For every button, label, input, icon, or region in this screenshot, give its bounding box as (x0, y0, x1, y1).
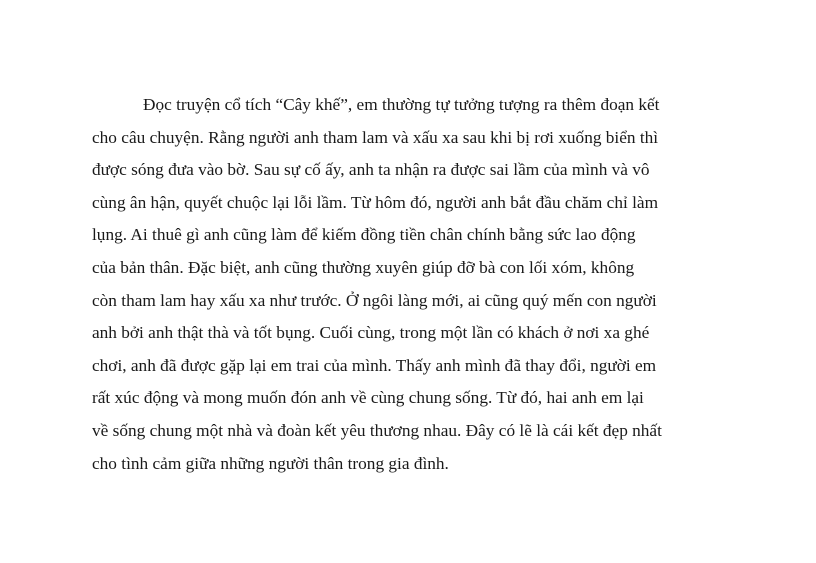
paragraph-line: lụng. Ai thuê gì anh cũng làm để kiếm đồng tiền chân chính bằng sức lao động (92, 225, 636, 245)
paragraph-line: được sóng đưa vào bờ. Sau sự cố ấy, anh ta nhận ra được sai lầm của mình và vô (92, 160, 650, 180)
paragraph-line: còn tham lam hay xấu xa như trước. Ở ngôi làng mới, ai cũng quý mến con người (92, 290, 657, 310)
paragraph-line: chơi, anh đã được gặp lại em trai của mình. Thấy anh mình đã thay đổi, người em (92, 355, 657, 375)
paragraph-line: về sống chung một nhà và đoàn kết yêu thương nhau. Đây có lẽ là cái kết đẹp nhất (92, 420, 662, 440)
paragraph-line: cho tình cảm giữa những người thân trong gia đình. (92, 453, 449, 473)
paragraph-line: cùng ân hận, quyết chuộc lại lỗi lầm. Từ hôm đó, người anh bắt đầu chăm chỉ làm (92, 192, 659, 212)
paragraph-line: cho câu chuyện. Rằng người anh tham lam và xấu xa sau khi bị rơi xuống biển thì (92, 127, 659, 147)
paragraph-line: anh bởi anh thật thà và tốt bụng. Cuối cùng, trong một lần có khách ở nơi xa ghé (92, 323, 650, 343)
paragraph-line: rất xúc động và mong muốn đón anh về cùng chung sống. Từ đó, hai anh em lại (92, 388, 644, 408)
story-paragraph (92, 89, 712, 480)
paragraph-line: Đọc truyện cổ tích “Cây khế”, em thường tự tưởng tượng ra thêm đoạn kết (143, 95, 660, 114)
paragraph-line: của bản thân. Đặc biệt, anh cũng thường xuyên giúp đỡ bà con lối xóm, không (92, 257, 635, 277)
